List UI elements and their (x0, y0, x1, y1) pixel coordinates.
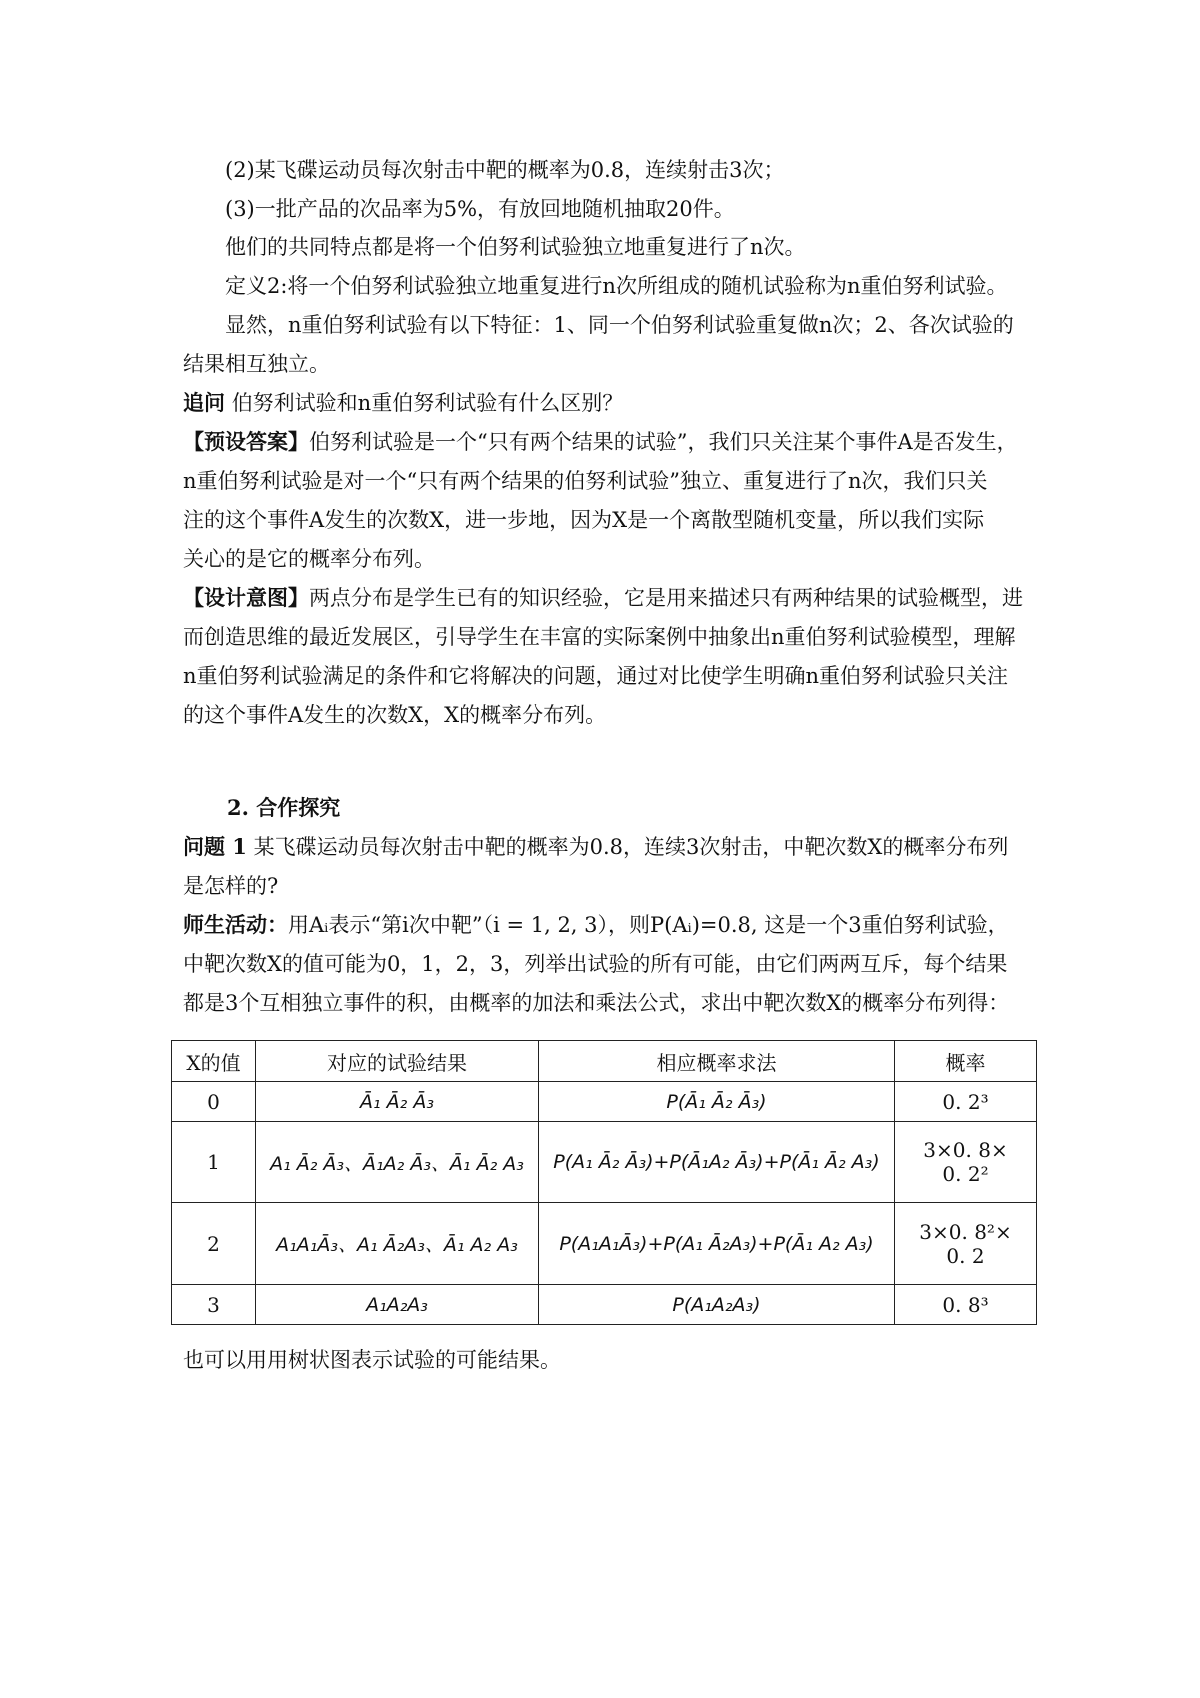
outcomes-cell: A₁ Ā₂ Ā₃、Ā₁A₂ Ā₃、Ā₁ Ā₂ A₃ (256, 1122, 539, 1203)
header-cell: 对应的试验结果 (256, 1041, 539, 1082)
table-header-row (172, 1041, 1037, 1082)
table-row (172, 1285, 1037, 1325)
followup-question (183, 388, 623, 418)
activity-text: 用Aᵢ表示“第i次中靶”（i = 1, 2, 3），则P(Aᵢ)=0.8, 这是一个3重伯努利试验， (288, 913, 1009, 937)
header-cell: 相应概率求法 (539, 1041, 895, 1082)
text-line: 他们的共同特点都是将一个伯努利试验独立地重复进行了n次。 (225, 235, 806, 259)
question-label: 问题 1 (183, 834, 247, 859)
activity-paragraph-start (183, 910, 1009, 940)
method-cell: P(Ā₁ Ā₂ Ā₃) (539, 1082, 895, 1122)
text-line: n重伯努利试验满足的条件和它将解决的问题，通过对比使学生明确n重伯努利试验只关注 (183, 664, 1009, 688)
method-cell: P(A₁A₂A₃) (539, 1285, 895, 1325)
outcomes-cell: A₁A₁Ā₃、A₁ Ā₂A₃、Ā₁ A₂ A₃ (256, 1203, 539, 1285)
text-line: 结果相互独立。 (183, 352, 330, 376)
question-text: 某飞碟运动员每次射击中靶的概率为0.8，连续3次射击，中靶次数X的概率分布列 (253, 835, 1009, 859)
header-cell: X的值 (172, 1041, 256, 1082)
method-cell: P(A₁A₁Ā₃)+P(A₁ Ā₂A₃)+P(Ā₁ A₂ A₃) (539, 1203, 895, 1285)
definition-line: 定义2:将一个伯努利试验独立地重复进行n次所组成的随机试验称为n重伯努利试验。 (225, 274, 1008, 298)
outcomes-cell: A₁A₂A₃ (256, 1285, 539, 1325)
probability-value-line: 0. 2² (942, 1162, 989, 1186)
followup-label: 追问 (183, 390, 225, 415)
question-1 (183, 832, 1008, 862)
x-value-cell: 0 (172, 1082, 256, 1122)
probability-value-line: 0. 2 (946, 1243, 985, 1268)
outcomes-cell: Ā₁ Ā₂ Ā₃ (256, 1082, 539, 1122)
probability-cell (895, 1082, 1037, 1122)
followup-text: 伯努利试验和n重伯努利试验有什么区别？ (231, 391, 624, 415)
table-row (172, 1082, 1037, 1122)
text-line: 的这个事件A发生的次数X，X的概率分布列。 (183, 703, 607, 727)
x-value-cell: 2 (172, 1203, 256, 1285)
text-line: 注的这个事件A发生的次数X，进一步地，因为X是一个离散型随机变量，所以我们实际 (183, 508, 985, 532)
x-value-cell: 3 (172, 1285, 256, 1325)
text-line: 也可以用用树状图表示试验的可能结果。 (183, 1348, 561, 1372)
text-line: 而创造思维的最近发展区，引导学生在丰富的实际案例中抽象出n重伯努利试验模型，理解 (183, 625, 1016, 649)
text-line: 都是3个互相独立事件的积，由概率的加法和乘法公式，求出中靶次数X的概率分布列得： (183, 991, 1010, 1015)
design-label: 【设计意图】 (183, 585, 309, 610)
probability-value: 0. 2³ (942, 1089, 989, 1114)
header-cell: 概率 (895, 1041, 1037, 1082)
probability-table (171, 1040, 1037, 1325)
answer-text: 伯努利试验是一个“只有两个结果的试验”，我们只关注某个事件A是否发生， (309, 430, 1018, 454)
answer-paragraph-start (183, 427, 1018, 457)
text-line: (2)某飞碟运动员每次射击中靶的概率为0.8，连续射击3次； (225, 158, 785, 182)
text-line: 中靶次数X的值可能为0，1，2，3，列举出试验的所有可能，由它们两两互斥，每个结果 (183, 952, 1008, 976)
probability-cell (895, 1203, 1037, 1285)
probability-value: 0. 8³ (942, 1292, 989, 1317)
text-line: 显然，n重伯努利试验有以下特征：1、同一个伯努利试验重复做n次；2、各次试验的 (225, 313, 1014, 337)
text-line: (3)一批产品的次品率为5%，有放回地随机抽取20件。 (225, 197, 735, 221)
design-text: 两点分布是学生已有的知识经验，它是用来描述只有两种结果的试验概型，进 (309, 586, 1023, 610)
probability-value-line: 3×0. 8× (923, 1138, 1008, 1162)
text-line: n重伯努利试验是对一个“只有两个结果的伯努利试验”独立、重复进行了n次，我们只关 (183, 469, 988, 493)
design-paragraph-start (183, 583, 1023, 613)
activity-label: 师生活动： (183, 912, 288, 937)
text-line: 关心的是它的概率分布列。 (183, 547, 435, 571)
method-cell: P(A₁ Ā₂ Ā₃)+P(Ā₁A₂ Ā₃)+P(Ā₁ Ā₂ A₃) (539, 1122, 895, 1203)
x-value-cell: 1 (172, 1122, 256, 1203)
section-heading: 2. 合作探究 (227, 795, 341, 820)
text-line: 是怎样的? (183, 874, 279, 898)
probability-cell (895, 1285, 1037, 1325)
probability-cell (895, 1122, 1037, 1203)
table-row (172, 1122, 1037, 1203)
probability-value-line: 3×0. 8²× (919, 1219, 1012, 1244)
answer-label: 【预设答案】 (183, 429, 309, 454)
table-row (172, 1203, 1037, 1285)
